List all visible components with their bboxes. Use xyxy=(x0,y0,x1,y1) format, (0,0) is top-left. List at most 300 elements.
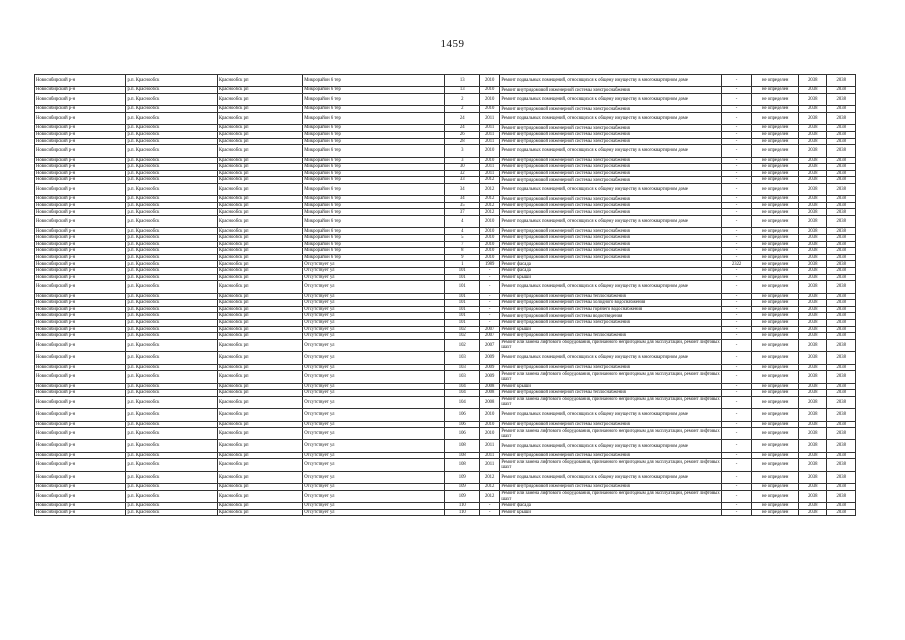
work-type-cell: Ремонт внутридомовой инженерной системы электроснабжения xyxy=(500,106,722,113)
settlement-cell: р.п. Краснообск xyxy=(126,235,217,242)
year-built-cell: 2010 xyxy=(480,421,500,428)
district-cell: Новосибирский р-н xyxy=(35,326,126,333)
year-built-cell: 2011 xyxy=(480,459,500,471)
locality-cell: Краснообск рп xyxy=(217,409,302,421)
street-cell: Отсутствует ул xyxy=(303,383,445,390)
table-row xyxy=(35,125,856,132)
house-number-cell: 33 xyxy=(445,177,480,184)
locality-cell: Краснообск рп xyxy=(217,106,302,113)
status-cell: не определен xyxy=(752,268,799,275)
cost-cell: - xyxy=(721,241,751,248)
locality-cell: Краснообск рп xyxy=(217,452,302,459)
plan-year-start-cell: 2038 xyxy=(799,326,827,333)
year-built-cell: 2008 xyxy=(480,383,500,390)
plan-year-end-cell: 2038 xyxy=(827,183,856,195)
settlement-cell: р.п. Краснообск xyxy=(126,209,217,216)
district-cell: Новосибирский р-н xyxy=(35,145,126,157)
settlement-cell: р.п. Краснообск xyxy=(126,241,217,248)
work-type-cell: Ремонт внутридомовой инженерной системы электроснабжения xyxy=(500,364,722,371)
status-cell: не определен xyxy=(752,421,799,428)
district-cell: Новосибирский р-н xyxy=(35,333,126,340)
locality-cell: Краснообск рп xyxy=(217,459,302,471)
house-number-cell: 103 xyxy=(445,352,480,364)
district-cell: Новосибирский р-н xyxy=(35,183,126,195)
district-cell: Новосибирский р-н xyxy=(35,87,126,94)
status-cell: не определен xyxy=(752,112,799,124)
status-cell: не определен xyxy=(752,196,799,203)
street-cell: Микрорайон 6 тер xyxy=(303,164,445,171)
table-row xyxy=(35,93,856,105)
street-cell: Отсутствует ул xyxy=(303,268,445,275)
settlement-cell: р.п. Краснообск xyxy=(126,125,217,132)
table-row xyxy=(35,452,856,459)
locality-cell: Краснообск рп xyxy=(217,235,302,242)
street-cell: Микрорайон 6 тер xyxy=(303,145,445,157)
house-number-cell: 2 xyxy=(445,106,480,113)
year-built-cell: 2012 xyxy=(480,196,500,203)
status-cell: не определен xyxy=(752,216,799,228)
cost-cell: - xyxy=(721,326,751,333)
district-cell: Новосибирский р-н xyxy=(35,106,126,113)
cost-cell: - xyxy=(721,202,751,209)
district-cell: Новосибирский р-н xyxy=(35,248,126,255)
house-number-cell: 109 xyxy=(445,484,480,491)
street-cell: Микрорайон 6 тер xyxy=(303,177,445,184)
work-type-cell: Ремонт внутридомовой инженерной системы холодного водоснабжения xyxy=(500,300,722,307)
street-cell: Микрорайон 6 тер xyxy=(303,228,445,235)
plan-year-start-cell: 2038 xyxy=(799,319,827,326)
street-cell: Микрорайон 6 тер xyxy=(303,125,445,132)
house-number-cell: 3 xyxy=(445,145,480,157)
work-type-cell: Ремонт фасада xyxy=(500,503,722,510)
plan-year-end-cell: 2038 xyxy=(827,145,856,157)
locality-cell: Краснообск рп xyxy=(217,93,302,105)
plan-year-end-cell: 2038 xyxy=(827,106,856,113)
table-row xyxy=(35,183,856,195)
status-cell: не определен xyxy=(752,333,799,340)
cost-cell: - xyxy=(721,440,751,452)
locality-cell: Краснообск рп xyxy=(217,241,302,248)
locality-cell: Краснообск рп xyxy=(217,293,302,300)
plan-year-start-cell: 2038 xyxy=(799,254,827,261)
work-type-cell: Ремонт подвальных помещений, относящихся к общему имуществу в многоквартирном доме xyxy=(500,440,722,452)
status-cell: не определен xyxy=(752,183,799,195)
street-cell: Отсутствует ул xyxy=(303,440,445,452)
settlement-cell: р.п. Краснообск xyxy=(126,254,217,261)
work-type-cell: Ремонт внутридомовой инженерной системы электроснабжения xyxy=(500,421,722,428)
street-cell: Отсутствует ул xyxy=(303,274,445,281)
locality-cell: Краснообск рп xyxy=(217,202,302,209)
cost-cell: - xyxy=(721,490,751,502)
settlement-cell: р.п. Краснообск xyxy=(126,164,217,171)
status-cell: не определен xyxy=(752,306,799,313)
district-cell: Новосибирский р-н xyxy=(35,319,126,326)
settlement-cell: р.п. Краснообск xyxy=(126,383,217,390)
year-built-cell: - xyxy=(480,313,500,320)
locality-cell: Краснообск рп xyxy=(217,364,302,371)
year-built-cell: 2010 xyxy=(480,145,500,157)
cost-cell: - xyxy=(721,396,751,408)
plan-year-end-cell: 2038 xyxy=(827,503,856,510)
cost-cell: - xyxy=(721,106,751,113)
cost-cell: - xyxy=(721,319,751,326)
cost-cell: - xyxy=(721,196,751,203)
locality-cell: Краснообск рп xyxy=(217,300,302,307)
cost-cell: - xyxy=(721,216,751,228)
settlement-cell: р.п. Краснообск xyxy=(126,202,217,209)
plan-year-start-cell: 2038 xyxy=(799,93,827,105)
settlement-cell: р.п. Краснообск xyxy=(126,145,217,157)
house-number-cell: 24 xyxy=(445,125,480,132)
house-number-cell: 30 xyxy=(445,164,480,171)
settlement-cell: р.п. Краснообск xyxy=(126,261,217,268)
locality-cell: Краснообск рп xyxy=(217,75,302,87)
year-built-cell: 2010 xyxy=(480,75,500,87)
plan-year-start-cell: 2038 xyxy=(799,409,827,421)
cost-cell: - xyxy=(721,87,751,94)
table-row xyxy=(35,112,856,124)
district-cell: Новосибирский р-н xyxy=(35,274,126,281)
cost-cell: - xyxy=(721,352,751,364)
locality-cell: Краснообск рп xyxy=(217,490,302,502)
settlement-cell: р.п. Краснообск xyxy=(126,183,217,195)
locality-cell: Краснообск рп xyxy=(217,145,302,157)
settlement-cell: р.п. Краснообск xyxy=(126,428,217,440)
house-number-cell: 109 xyxy=(445,490,480,502)
plan-year-start-cell: 2038 xyxy=(799,157,827,164)
district-cell: Новосибирский р-н xyxy=(35,261,126,268)
status-cell: не определен xyxy=(752,261,799,268)
locality-cell: Краснообск рп xyxy=(217,170,302,177)
district-cell: Новосибирский р-н xyxy=(35,241,126,248)
street-cell: Отсутствует ул xyxy=(303,484,445,491)
table-row xyxy=(35,390,856,397)
house-number-cell: 2 xyxy=(445,93,480,105)
work-type-cell: Ремонт подвальных помещений, относящихся к общему имуществу в многоквартирном доме xyxy=(500,112,722,124)
table-body xyxy=(35,75,856,516)
settlement-cell: р.п. Краснообск xyxy=(126,471,217,483)
house-number-cell: 101 xyxy=(445,274,480,281)
cost-cell: - xyxy=(721,138,751,145)
district-cell: Новосибирский р-н xyxy=(35,339,126,351)
locality-cell: Краснообск рп xyxy=(217,471,302,483)
locality-cell: Краснообск рп xyxy=(217,326,302,333)
street-cell: Микрорайон 6 тер xyxy=(303,138,445,145)
table-row xyxy=(35,164,856,171)
locality-cell: Краснообск рп xyxy=(217,112,302,124)
year-built-cell: 2012 xyxy=(480,177,500,184)
year-built-cell: - xyxy=(480,503,500,510)
work-type-cell: Ремонт внутридомовой инженерной системы теплоснабжения xyxy=(500,293,722,300)
plan-year-end-cell: 2038 xyxy=(827,202,856,209)
plan-year-start-cell: 2038 xyxy=(799,396,827,408)
district-cell: Новосибирский р-н xyxy=(35,216,126,228)
settlement-cell: р.п. Краснообск xyxy=(126,352,217,364)
plan-year-end-cell: 2038 xyxy=(827,390,856,397)
plan-year-end-cell: 2038 xyxy=(827,300,856,307)
settlement-cell: р.п. Краснообск xyxy=(126,87,217,94)
plan-year-start-cell: 2038 xyxy=(799,87,827,94)
work-type-cell: Ремонт внутридомовой инженерной системы электроснабжения xyxy=(500,138,722,145)
work-type-cell: Ремонт или замена лифтового оборудования, признанного непригодным для эксплуатации, ремонт лифтовых шахт xyxy=(501,340,720,351)
plan-year-start-cell: 2038 xyxy=(799,261,827,268)
cost-cell: - xyxy=(721,131,751,138)
locality-cell: Краснообск рп xyxy=(217,274,302,281)
cost-cell: - xyxy=(721,93,751,105)
house-number-cell: 101 xyxy=(445,281,480,293)
status-cell: не определен xyxy=(752,300,799,307)
work-type-cell: Ремонт подвальных помещений, относящихся к общему имуществу в многоквартирном доме xyxy=(500,145,722,157)
table-row xyxy=(35,409,856,421)
street-cell: Отсутствует ул xyxy=(303,313,445,320)
status-cell: не определен xyxy=(752,383,799,390)
house-number-cell: 101 xyxy=(445,268,480,275)
street-cell: Отсутствует ул xyxy=(303,452,445,459)
plan-year-end-cell: 2038 xyxy=(827,459,856,471)
street-cell: Отсутствует ул xyxy=(303,319,445,326)
district-cell: Новосибирский р-н xyxy=(35,352,126,364)
cost-cell: - xyxy=(721,293,751,300)
plan-year-start-cell: 2038 xyxy=(799,421,827,428)
street-cell: Отсутствует ул xyxy=(303,409,445,421)
cost-cell: - xyxy=(721,145,751,157)
locality-cell: Краснообск рп xyxy=(217,428,302,440)
district-cell: Новосибирский р-н xyxy=(35,421,126,428)
work-type-cell: Ремонт подвальных помещений, относящихся к общему имуществу в многоквартирном доме xyxy=(500,409,722,421)
status-cell: не определен xyxy=(752,87,799,94)
house-number-cell: 108 xyxy=(445,459,480,471)
plan-year-end-cell: 2038 xyxy=(827,177,856,184)
house-number-cell: 5 xyxy=(445,235,480,242)
district-cell: Новосибирский р-н xyxy=(35,313,126,320)
district-cell: Новосибирский р-н xyxy=(35,228,126,235)
table-row xyxy=(35,339,856,351)
locality-cell: Краснообск рп xyxy=(217,281,302,293)
street-cell: Отсутствует ул xyxy=(303,326,445,333)
plan-year-end-cell: 2038 xyxy=(827,306,856,313)
house-number-cell: 110 xyxy=(445,503,480,510)
plan-year-start-cell: 2038 xyxy=(799,216,827,228)
plan-year-end-cell: 2038 xyxy=(827,509,856,516)
district-cell: Новосибирский р-н xyxy=(35,196,126,203)
status-cell: не определен xyxy=(752,235,799,242)
locality-cell: Краснообск рп xyxy=(217,306,302,313)
plan-year-start-cell: 2038 xyxy=(799,306,827,313)
year-built-cell: 2007 xyxy=(480,326,500,333)
status-cell: не определен xyxy=(752,228,799,235)
settlement-cell: р.п. Краснообск xyxy=(126,293,217,300)
status-cell: не определен xyxy=(752,131,799,138)
settlement-cell: р.п. Краснообск xyxy=(126,177,217,184)
locality-cell: Краснообск рп xyxy=(217,371,302,383)
plan-year-start-cell: 2038 xyxy=(799,235,827,242)
table-row xyxy=(35,313,856,320)
locality-cell: Краснообск рп xyxy=(217,177,302,184)
plan-year-end-cell: 2038 xyxy=(827,490,856,502)
settlement-cell: р.п. Краснообск xyxy=(126,364,217,371)
district-cell: Новосибирский р-н xyxy=(35,490,126,502)
work-type-cell: Ремонт фасада xyxy=(500,268,722,275)
district-cell: Новосибирский р-н xyxy=(35,364,126,371)
year-built-cell: 2012 xyxy=(480,490,500,502)
plan-year-start-cell: 2038 xyxy=(799,440,827,452)
plan-year-end-cell: 2038 xyxy=(827,484,856,491)
year-built-cell: 2011 xyxy=(480,125,500,132)
cost-cell: - xyxy=(721,452,751,459)
settlement-cell: р.п. Краснообск xyxy=(126,228,217,235)
house-number-cell: 8 xyxy=(445,248,480,255)
house-number-cell: 102 xyxy=(445,326,480,333)
locality-cell: Краснообск рп xyxy=(217,254,302,261)
year-built-cell: 2009 xyxy=(480,364,500,371)
plan-year-start-cell: 2038 xyxy=(799,281,827,293)
cost-cell: - xyxy=(721,235,751,242)
district-cell: Новосибирский р-н xyxy=(35,164,126,171)
work-type-cell: Ремонт подвальных помещений, относящихся к общему имуществу в многоквартирном доме xyxy=(500,281,722,293)
capital-repair-table xyxy=(34,74,856,516)
street-cell: Микрорайон 6 тер xyxy=(303,112,445,124)
year-built-cell: 2007 xyxy=(480,333,500,340)
plan-year-end-cell: 2038 xyxy=(827,396,856,408)
plan-year-end-cell: 2038 xyxy=(827,254,856,261)
plan-year-end-cell: 2038 xyxy=(827,209,856,216)
table-row xyxy=(35,241,856,248)
status-cell: не определен xyxy=(752,490,799,502)
street-cell: Микрорайон 6 тер xyxy=(303,87,445,94)
street-cell: Отсутствует ул xyxy=(303,339,445,351)
house-number-cell: 106 xyxy=(445,409,480,421)
street-cell: Микрорайон 6 тер xyxy=(303,93,445,105)
settlement-cell: р.п. Краснообск xyxy=(126,409,217,421)
street-cell: Микрорайон 6 тер xyxy=(303,106,445,113)
table-row xyxy=(35,254,856,261)
status-cell: не определен xyxy=(752,293,799,300)
table-row xyxy=(35,428,856,440)
table-row xyxy=(35,202,856,209)
table-row xyxy=(35,471,856,483)
plan-year-end-cell: 2038 xyxy=(827,216,856,228)
house-number-cell: 101 xyxy=(445,300,480,307)
house-number-cell: 32 xyxy=(445,170,480,177)
cost-cell: - xyxy=(721,306,751,313)
plan-year-start-cell: 2038 xyxy=(799,183,827,195)
plan-year-start-cell: 2038 xyxy=(799,145,827,157)
plan-year-end-cell: 2038 xyxy=(827,428,856,440)
year-built-cell: 2012 xyxy=(480,209,500,216)
street-cell: Микрорайон 6 тер xyxy=(303,235,445,242)
cost-cell: - xyxy=(721,300,751,307)
status-cell: не определен xyxy=(752,254,799,261)
settlement-cell: р.п. Краснообск xyxy=(126,484,217,491)
table-row xyxy=(35,281,856,293)
year-built-cell: 1989 xyxy=(480,261,500,268)
year-built-cell: 2009 xyxy=(480,352,500,364)
district-cell: Новосибирский р-н xyxy=(35,390,126,397)
plan-year-end-cell: 2038 xyxy=(827,383,856,390)
table-row xyxy=(35,352,856,364)
work-type-cell: Ремонт внутридомовой инженерной системы электроснабжения xyxy=(500,484,722,491)
settlement-cell: р.п. Краснообск xyxy=(126,326,217,333)
work-type-cell: Ремонт подвальных помещений, относящихся к общему имуществу в многоквартирном доме xyxy=(500,352,722,364)
settlement-cell: р.п. Краснообск xyxy=(126,138,217,145)
locality-cell: Краснообск рп xyxy=(217,333,302,340)
plan-year-start-cell: 2038 xyxy=(799,164,827,171)
settlement-cell: р.п. Краснообск xyxy=(126,396,217,408)
work-type-cell: Ремонт фасада xyxy=(500,261,722,268)
table-row xyxy=(35,268,856,275)
cost-cell: - xyxy=(721,509,751,516)
house-number-cell: 26 xyxy=(445,131,480,138)
status-cell: не определен xyxy=(752,281,799,293)
status-cell: не определен xyxy=(752,145,799,157)
cost-cell: - xyxy=(721,484,751,491)
status-cell: не определен xyxy=(752,459,799,471)
locality-cell: Краснообск рп xyxy=(217,268,302,275)
plan-year-start-cell: 2038 xyxy=(799,274,827,281)
plan-year-start-cell: 2038 xyxy=(799,490,827,502)
locality-cell: Краснообск рп xyxy=(217,503,302,510)
cost-cell: - xyxy=(721,428,751,440)
work-type-cell: Ремонт внутридомовой инженерной системы электроснабжения xyxy=(500,202,722,209)
table-row xyxy=(35,319,856,326)
street-cell: Отсутствует ул xyxy=(303,490,445,502)
year-built-cell: 2011 xyxy=(480,452,500,459)
work-type-cell: Ремонт внутридомовой инженерной системы электроснабжения xyxy=(500,319,722,326)
plan-year-end-cell: 2038 xyxy=(827,274,856,281)
locality-cell: Краснообск рп xyxy=(217,216,302,228)
cost-cell: - xyxy=(721,164,751,171)
status-cell: не определен xyxy=(752,371,799,383)
year-built-cell: - xyxy=(480,319,500,326)
year-built-cell: 2010 xyxy=(480,409,500,421)
work-type-cell: Ремонт внутридомовой инженерной системы электроснабжения xyxy=(500,125,722,132)
settlement-cell: р.п. Краснообск xyxy=(126,268,217,275)
house-number-cell: 13 xyxy=(445,75,480,87)
year-built-cell: 2010 xyxy=(480,235,500,242)
street-cell: Отсутствует ул xyxy=(303,281,445,293)
year-built-cell: - xyxy=(480,300,500,307)
table-row xyxy=(35,509,856,516)
plan-year-end-cell: 2038 xyxy=(827,326,856,333)
year-built-cell: 2010 xyxy=(480,157,500,164)
house-number-cell: 102 xyxy=(445,333,480,340)
work-type-cell: Ремонт подвальных помещений, относящихся к общему имуществу в многоквартирном доме xyxy=(500,216,722,228)
settlement-cell: р.п. Краснообск xyxy=(126,313,217,320)
cost-cell: - xyxy=(721,170,751,177)
work-type-cell: Ремонт внутридомовой инженерной системы электроснабжения xyxy=(500,177,722,184)
locality-cell: Краснообск рп xyxy=(217,339,302,351)
house-number-cell: 104 xyxy=(445,383,480,390)
work-type-cell: Ремонт крыши xyxy=(500,274,722,281)
district-cell: Новосибирский р-н xyxy=(35,131,126,138)
plan-year-start-cell: 2038 xyxy=(799,333,827,340)
year-built-cell: 2011 xyxy=(480,170,500,177)
plan-year-end-cell: 2038 xyxy=(827,196,856,203)
plan-year-end-cell: 2038 xyxy=(827,364,856,371)
district-cell: Новосибирский р-н xyxy=(35,428,126,440)
table-row xyxy=(35,170,856,177)
house-number-cell: 108 xyxy=(445,440,480,452)
street-cell: Микрорайон 6 тер xyxy=(303,75,445,87)
locality-cell: Краснообск рп xyxy=(217,352,302,364)
settlement-cell: р.п. Краснообск xyxy=(126,490,217,502)
year-built-cell: 2010 xyxy=(480,248,500,255)
locality-cell: Краснообск рп xyxy=(217,183,302,195)
street-cell: Отсутствует ул xyxy=(303,306,445,313)
district-cell: Новосибирский р-н xyxy=(35,471,126,483)
house-number-cell: 35 xyxy=(445,202,480,209)
status-cell: не определен xyxy=(752,471,799,483)
